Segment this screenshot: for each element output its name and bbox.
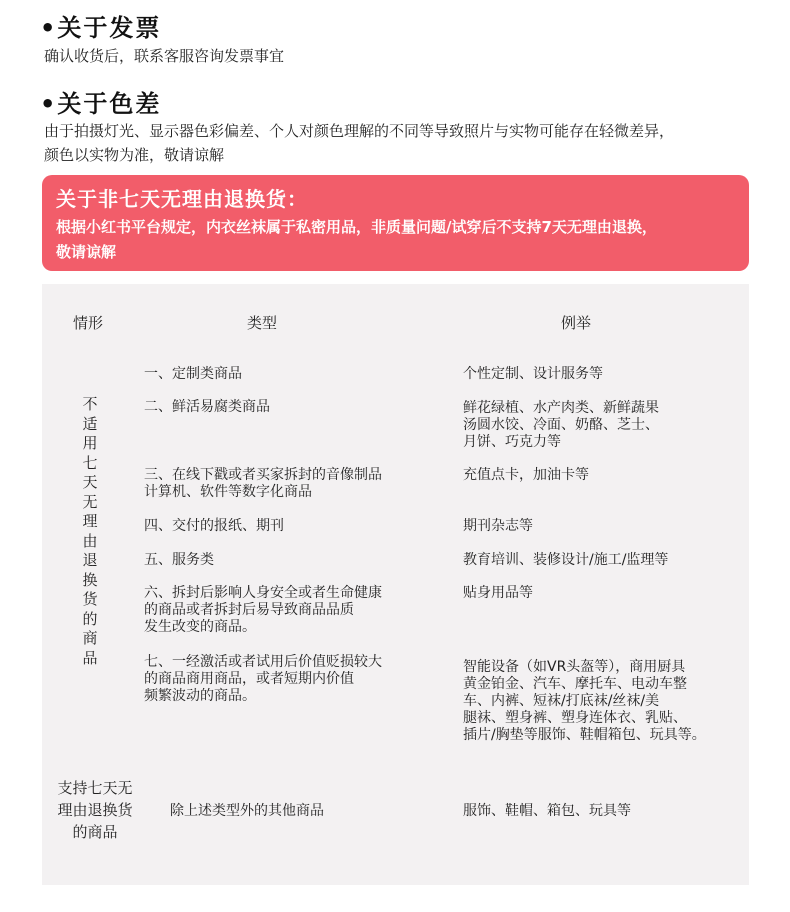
banner-title: 关于非七天无理由退换货： [56, 187, 308, 211]
return-policy-banner [42, 175, 749, 271]
supported-row-example: 服饰、鞋帽、箱包、玩具等 [463, 803, 631, 819]
row-type-6: 六、拆封后影响人身安全或者生命健康 的商品或者拆封后易导致商品品质 发生改变的商品。 [144, 585, 382, 635]
banner-text-line1: 根据小红书平台规定，内衣丝袜属于私密用品，非质量问题/试穿后不支持7天无理由退换， [56, 218, 657, 236]
row-type-3: 三、在线下戳或者买家拆封的音像制品 计算机、软件等数字化商品 [144, 467, 382, 500]
row-example-7: 智能设备（如VR头盔等），商用厨具 黄金铂金、汽车、摩托车、电动车整 车、内裤、短袜/打底袜/丝袜/美 腿袜、塑身裤、塑身连体衣、乳贴、 插片/胸垫等服饰、鞋帽箱包、玩具等。 [463, 659, 706, 743]
row-example-1: 个性定制、设计服务等 [463, 366, 603, 382]
invoice-text: 确认收货后，联系客服咨询发票事宜 [44, 47, 285, 65]
color-diff-text-line1: 由于拍摄灯光、显示器色彩偏差、个人对颜色理解的不同等导致照片与实物可能存在轻微差异， [44, 122, 675, 140]
color-diff-title: •关于色差 [40, 90, 162, 118]
row-type-4: 四、交付的报纸、期刊 [144, 518, 284, 534]
group-unsupported-label: 不适用七天无理由退换货的商品 [82, 395, 98, 667]
header-situation: 情形 [73, 314, 104, 332]
header-type: 类型 [247, 314, 278, 332]
row-example-2: 鲜花绿植、水产肉类、新鲜蔬果 汤圆水饺、冷面、奶酪、芝士、 月饼、巧克力等 [463, 400, 659, 450]
row-type-5: 五、服务类 [144, 552, 214, 568]
banner-text-line2: 敬请谅解 [56, 243, 117, 261]
row-type-2: 二、鲜活易腐类商品 [144, 399, 270, 415]
invoice-title: •关于发票 [40, 14, 162, 42]
header-example: 例举 [561, 314, 592, 332]
group-supported-label: 支持七天无理由退换货的商品 [57, 779, 133, 841]
row-example-5: 教育培训、装修设计/施工/监理等 [463, 552, 669, 568]
row-example-3: 充值点卡，加油卡等 [463, 467, 589, 483]
row-type-1: 一、定制类商品 [144, 366, 242, 382]
row-example-4: 期刊杂志等 [463, 518, 533, 534]
row-type-7: 七、一经激活或者试用后价值贬损较大 的商品商用商品，或者短期内价值 频繁波动的商品。 [144, 654, 382, 704]
color-diff-text-line2: 颜色以实物为准，敬请谅解 [44, 146, 225, 164]
supported-row-type: 除上述类型外的其他商品 [170, 803, 324, 819]
row-example-6: 贴身用品等 [463, 585, 533, 601]
